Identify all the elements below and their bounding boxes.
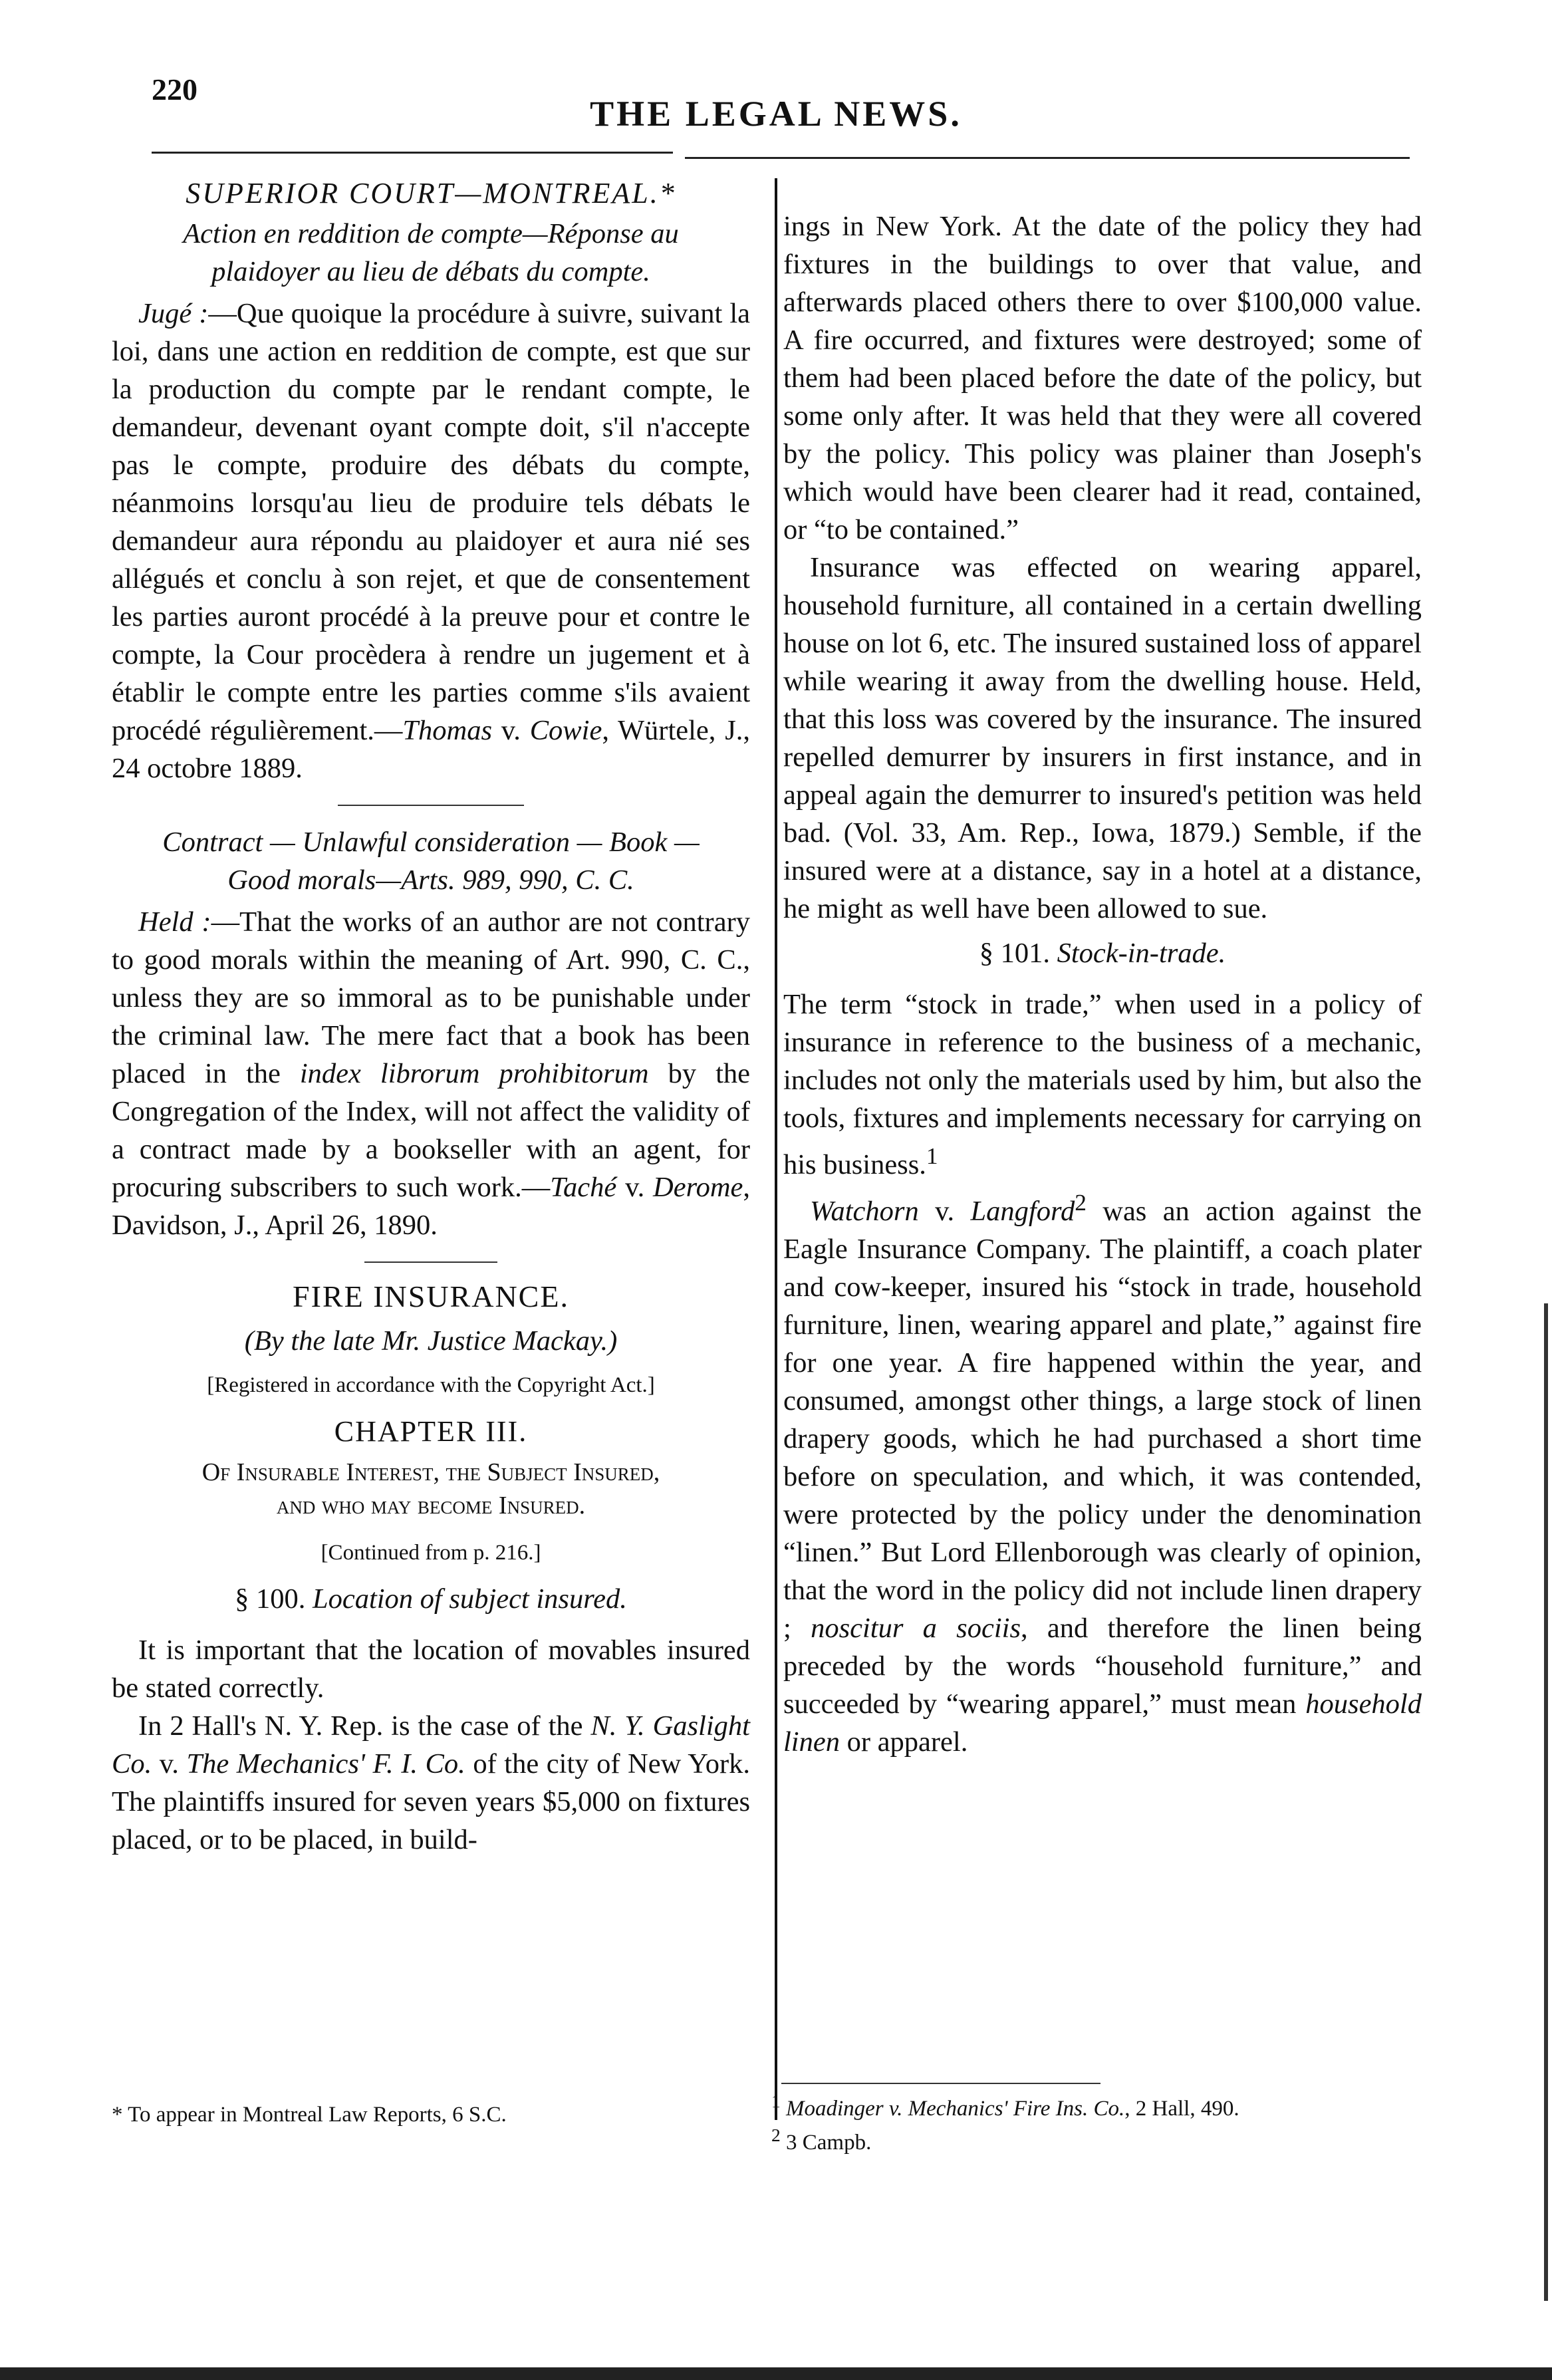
case1-plaintiff: Thomas: [402, 715, 493, 746]
byline: (By the late Mr. Justice Mackay.): [244, 1325, 618, 1357]
case1-body: [112, 295, 750, 787]
location-paragraph: It is important that the location of movables insured be stated correctly.: [112, 1635, 750, 1704]
chapter-subtitle: [112, 1456, 750, 1522]
column-divider: [775, 178, 777, 2120]
section-100-title: Location of subject insured.: [312, 1583, 627, 1615]
right-footnotes: [771, 2088, 1423, 2156]
household-linen: household linen: [783, 1688, 1422, 1758]
index-phrase: index librorum prohibitorum: [299, 1058, 649, 1089]
chapter-subtitle-line1: Of Insurable Interest, the Subject Insured,: [201, 1458, 660, 1486]
court-heading: SUPERIOR COURT—MONTREAL.*: [186, 177, 676, 209]
case2-body: [112, 903, 750, 1244]
case2-heading-line1: Contract — Unlawful consideration — Book —: [162, 827, 700, 858]
fire-insurance-title: FIRE INSURANCE.: [293, 1279, 569, 1313]
continued-note: [Continued from p. 216.]: [321, 1541, 541, 1565]
left-column: [112, 174, 750, 1859]
section-101-number: § 101.: [979, 938, 1057, 969]
section-101-title: Stock-in-trade.: [1057, 938, 1226, 969]
case1-versus: v.: [492, 715, 530, 746]
case2-versus: v.: [616, 1172, 654, 1203]
watchorn-plaintiff: Watchorn: [810, 1196, 919, 1228]
footnote-rule: [781, 2083, 1100, 2084]
section-100-heading: [112, 1580, 750, 1618]
hall-text-b: of the city of New York. The plaintiffs insured for seven years $5,000 on fixtures placed, or to be placed, in build-: [112, 1748, 750, 1855]
case1-heading: [112, 215, 750, 291]
case1-defendant: Cowie: [529, 715, 602, 746]
case2-heading: [112, 823, 750, 899]
watchorn-paragraph: [783, 1184, 1422, 1761]
right-column: [783, 207, 1422, 1761]
case2-heading-line2: Good morals—Arts. 989, 990, C. C.: [227, 864, 634, 896]
watchorn-text-b: , and therefore the linen being preceded by the words “household furniture,” and succeeded by “wearing apparel,” must mean: [783, 1613, 1422, 1720]
stock-text: The term “stock in trade,” when used in a policy of insurance in reference to the business of a mechanic, includes not only the materials used by him, but also the tools, fixtures and implements necessary for carrying on his business.: [783, 989, 1422, 1181]
case1-heading-line1: Action en reddition de compte—Réponse au: [183, 218, 679, 249]
footnote-1-mark: 1: [771, 2091, 781, 2111]
held-label: Held :: [138, 906, 211, 938]
case2-text-a: —That the works of an author are not contrary to good morals within the meaning of Art. 990, C. C., unless they are so immoral as to be punishable under the criminal law. The mere fact that a book has been placed in the: [112, 906, 750, 1089]
footnote-1: [771, 2088, 1423, 2122]
case2-plaintiff: Taché: [550, 1172, 617, 1203]
footnote-ref-1: 1: [926, 1142, 938, 1169]
divider-rule: [338, 805, 524, 806]
footnote-2: [771, 2122, 1423, 2156]
continued-paragraph: ings in New York. At the date of the policy they had fixtures in the buildings to over that value, and afterwards placed others there to over $100,000 value. A fire occurred, and fixtures were destroyed; some of them had been placed before the date of the policy, but some only after. It was held that they were all covered by the policy. This policy was plainer than Joseph's which would have been clearer had it read, contained, or “to be contained.”: [783, 211, 1422, 545]
footnote-ref-2: 2: [1075, 1189, 1087, 1216]
case2-text-b: by the Congregation of the Index, will not affect the validity of a contract made by a bookseller with an agent, for procuring subscribers to such work.—: [112, 1058, 750, 1203]
case2-judge-date: , Davidson, J., April 26, 1890.: [112, 1172, 750, 1241]
header-rule-right: [685, 157, 1410, 159]
mechanics-case: The Mechanics' F. I. Co.: [186, 1748, 465, 1780]
hall-paragraph: [112, 1707, 750, 1859]
section-101-heading: [783, 934, 1422, 972]
case1-text: —Que quoique la procédure à suivre, suivant la loi, dans une action en reddition de compte, est que sur la production du compte par le rendant compte, le demandeur, devenant oyant compte doit, s'il n'accepte pas le compte, produire des débats du compte, néanmoins lorsqu'au lieu de produire tels débats le demandeur aura répondu au plaidoyer et aura nié ses allégués et conclu à son rejet, et que de consentement les parties auront procédé à la preuve pour et contre le compte, la Cour procèdera à rendre un jugement et à établir le compte entre les parties comme s'ils avaient procédé régulièrement.—: [112, 298, 750, 746]
watchorn-text-a: was an action against the Eagle Insurance Company. The plaintiff, a coach plater and cow-keeper, insured his “stock in trade, household furniture, linen, wearing apparel and plate,” against fire for one year. A fire happened within the year, and consumed, amongst other things, a large stock of linen drapery goods, which he had purchased a short time before on speculation, and which, it was contended, were protected by the policy under the denomination “linen.” But Lord Ellenborough was clearly of opinion, that the word in the policy did not include linen drapery ;: [783, 1196, 1422, 1645]
running-title: THE LEGAL NEWS.: [590, 94, 962, 134]
footnote-1-case: Moadinger v. Mechanics' Fire Ins. Co.: [786, 2097, 1125, 2121]
juge-label: Jugé :: [138, 298, 209, 329]
wearing-apparel-paragraph: Insurance was effected on wearing apparel, household furniture, all contained in a certain dwelling house on lot 6, etc. The insured sustained loss of apparel while wearing it away from the dwelling house. Held, that this loss was covered by the insurance. The insured repelled demurrer by insurers in first instance, and in appeal again the demurrer to insured's petition was held bad. (Vol. 33, Am. Rep., Iowa, 1879.) Semble, if the insured were at a distance, say in a hotel at a distance, he might as well have been allowed to sue.: [783, 552, 1422, 924]
watchorn-text-c: or apparel.: [839, 1726, 968, 1758]
divider-rule-2: [364, 1261, 497, 1263]
noscitur-maxim: noscitur a sociis: [811, 1613, 1021, 1645]
page-number: 220: [152, 72, 197, 106]
case1-heading-line2: plaidoyer au lieu de débats du compte.: [211, 256, 650, 287]
chapter-subtitle-line2: and who may become Insured.: [276, 1492, 586, 1520]
left-footnote: * To appear in Montreal Law Reports, 6 S.C.: [112, 2103, 507, 2127]
hall-text-a: In 2 Hall's N. Y. Rep. is the case of the: [138, 1710, 591, 1742]
case2-defendant: Derome: [653, 1172, 743, 1203]
copyright-notice: [Registered in accordance with the Copyright Act.]: [207, 1373, 655, 1397]
header-rule-left: [152, 152, 673, 154]
footnote-2-mark: 2: [771, 2125, 781, 2145]
chapter-title: CHAPTER III.: [334, 1415, 528, 1448]
page-edge-shadow: [1544, 1303, 1548, 2301]
section-100-number: § 100.: [235, 1583, 313, 1615]
watchorn-defendant: Langford: [970, 1196, 1075, 1228]
gaslight-case: N. Y. Gaslight Co.: [112, 1710, 750, 1780]
hall-versus: v.: [152, 1748, 187, 1780]
scan-bottom-band: [0, 2367, 1552, 2380]
stock-in-trade-paragraph: [783, 986, 1422, 1184]
footnote-1-cite: , 2 Hall, 490.: [1124, 2097, 1239, 2121]
footnote-2-text: 3 Campb.: [786, 2131, 872, 2155]
watchorn-versus: v.: [918, 1196, 971, 1228]
case1-judge-date: , Würtele, J., 24 octobre 1889.: [112, 715, 750, 784]
